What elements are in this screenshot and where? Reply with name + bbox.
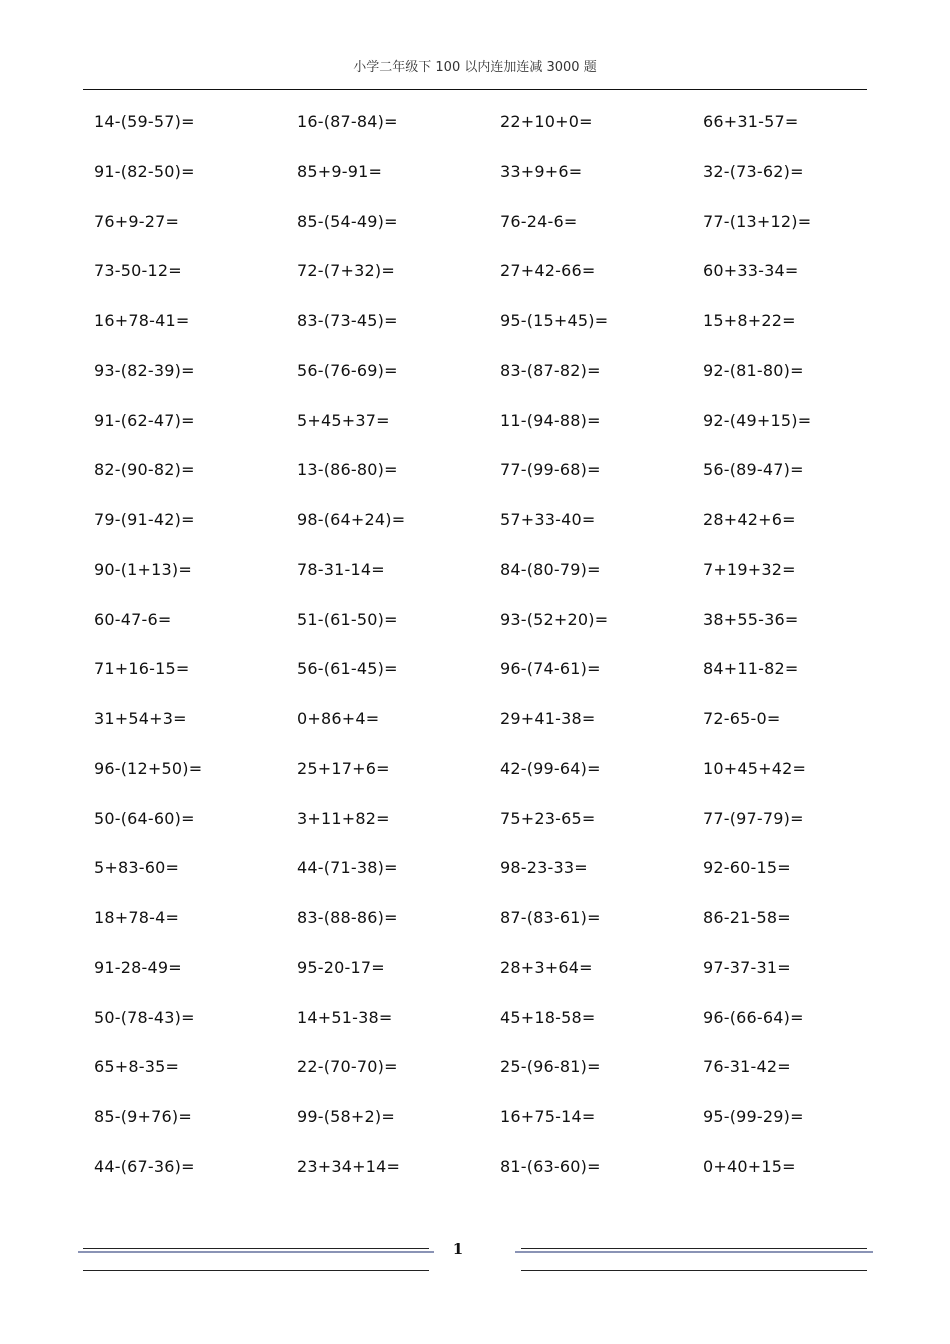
math-problem: 76-24-6=	[500, 211, 578, 231]
math-problem: 84+11-82=	[703, 659, 799, 679]
math-problem: 96-(12+50)=	[94, 758, 203, 778]
footer-rule-right-accent	[515, 1251, 873, 1253]
math-problem: 92-(81-80)=	[703, 360, 804, 380]
math-problem: 14-(59-57)=	[94, 112, 195, 131]
math-problem: 5+45+37=	[297, 410, 390, 430]
footer-rule-right-bottom	[521, 1270, 867, 1271]
math-problem: 93-(82-39)=	[94, 360, 195, 380]
math-problem: 77-(13+12)=	[703, 211, 812, 231]
math-problem: 22-(70-70)=	[297, 1057, 398, 1077]
math-problem: 14+51-38=	[297, 1007, 393, 1027]
math-problem: 99-(58+2)=	[297, 1107, 395, 1126]
math-problem: 65+8-35=	[94, 1057, 180, 1077]
math-problem: 66+31-57=	[703, 112, 799, 131]
footer-rule-left-top	[83, 1248, 429, 1249]
math-problem: 96-(66-64)=	[703, 1007, 804, 1027]
math-problem: 77-(97-79)=	[703, 808, 804, 828]
math-problem: 76-31-42=	[703, 1057, 791, 1077]
math-problem: 92-(49+15)=	[703, 410, 812, 430]
math-problem: 44-(67-36)=	[94, 1156, 195, 1176]
math-problem: 22+10+0=	[500, 112, 593, 131]
footer-rule-left-accent	[78, 1251, 434, 1253]
math-problem: 16+75-14=	[500, 1107, 596, 1126]
math-problem: 28+3+64=	[500, 957, 593, 977]
math-problem: 83-(73-45)=	[297, 311, 398, 330]
math-problem: 16-(87-84)=	[297, 112, 398, 131]
math-problem: 13-(86-80)=	[297, 460, 398, 480]
math-problem: 23+34+14=	[297, 1156, 401, 1176]
math-problem: 91-(62-47)=	[94, 410, 195, 430]
math-problem: 84-(80-79)=	[500, 559, 601, 579]
math-problem: 3+11+82=	[297, 808, 390, 828]
math-problem: 50-(64-60)=	[94, 808, 195, 828]
math-problem: 60+33-34=	[703, 261, 799, 281]
math-problem: 95-20-17=	[297, 957, 385, 977]
math-problem: 10+45+42=	[703, 758, 807, 778]
math-problem: 71+16-15=	[94, 659, 190, 679]
math-problem: 57+33-40=	[500, 510, 596, 529]
page-number: 1	[452, 1240, 464, 1258]
footer-rule-right-top	[521, 1248, 867, 1249]
math-problem: 11-(94-88)=	[500, 410, 601, 430]
math-problem: 45+18-58=	[500, 1007, 596, 1027]
math-problem: 82-(90-82)=	[94, 460, 195, 480]
math-problem: 5+83-60=	[94, 858, 180, 878]
math-problem: 73-50-12=	[94, 261, 182, 281]
math-problem: 16+78-41=	[94, 311, 190, 330]
math-problem: 27+42-66=	[500, 261, 596, 281]
math-problem: 96-(74-61)=	[500, 659, 601, 679]
math-problem: 92-60-15=	[703, 858, 791, 878]
math-problem: 32-(73-62)=	[703, 161, 804, 181]
math-problem: 38+55-36=	[703, 609, 799, 629]
math-problem: 81-(63-60)=	[500, 1156, 601, 1176]
math-problem: 44-(71-38)=	[297, 858, 398, 878]
page-header-title: 小学二年级下 100 以内连加连减 3000 题	[353, 60, 597, 75]
math-problem: 33+9+6=	[500, 161, 583, 181]
math-problem: 98-23-33=	[500, 858, 588, 878]
math-problem: 85-(9+76)=	[94, 1107, 192, 1126]
math-problem: 60-47-6=	[94, 609, 172, 629]
math-problem: 75+23-65=	[500, 808, 596, 828]
math-problem: 90-(1+13)=	[94, 559, 192, 579]
math-problem: 25-(96-81)=	[500, 1057, 601, 1077]
math-problem: 56-(76-69)=	[297, 360, 398, 380]
math-problem: 7+19+32=	[703, 559, 796, 579]
math-problem: 83-(87-82)=	[500, 360, 601, 380]
math-problem: 93-(52+20)=	[500, 609, 609, 629]
math-problem: 56-(61-45)=	[297, 659, 398, 679]
problem-grid	[94, 110, 904, 1205]
math-problem: 85-(54-49)=	[297, 211, 398, 231]
math-problem: 97-37-31=	[703, 957, 791, 977]
math-problem: 50-(78-43)=	[94, 1007, 195, 1027]
math-problem: 91-28-49=	[94, 957, 182, 977]
math-problem: 31+54+3=	[94, 709, 187, 728]
math-problem: 77-(99-68)=	[500, 460, 601, 480]
math-problem: 28+42+6=	[703, 510, 796, 529]
math-problem: 51-(61-50)=	[297, 609, 398, 629]
math-problem: 18+78-4=	[94, 908, 180, 927]
math-problem: 98-(64+24)=	[297, 510, 406, 529]
math-problem: 78-31-14=	[297, 559, 385, 579]
header-divider	[83, 89, 867, 90]
math-problem: 0+86+4=	[297, 709, 380, 728]
math-problem: 42-(99-64)=	[500, 758, 601, 778]
math-problem: 76+9-27=	[94, 211, 180, 231]
math-problem: 79-(91-42)=	[94, 510, 195, 529]
math-problem: 95-(15+45)=	[500, 311, 609, 330]
math-problem: 91-(82-50)=	[94, 161, 195, 181]
footer-rule-left-bottom	[83, 1270, 429, 1271]
math-problem: 0+40+15=	[703, 1156, 796, 1176]
math-problem: 87-(83-61)=	[500, 908, 601, 927]
math-problem: 83-(88-86)=	[297, 908, 398, 927]
math-problem: 86-21-58=	[703, 908, 791, 927]
math-problem: 72-65-0=	[703, 709, 781, 728]
math-problem: 72-(7+32)=	[297, 261, 395, 281]
math-problem: 15+8+22=	[703, 311, 796, 330]
math-problem: 85+9-91=	[297, 161, 383, 181]
math-problem: 25+17+6=	[297, 758, 390, 778]
math-problem: 29+41-38=	[500, 709, 596, 728]
math-problem: 95-(99-29)=	[703, 1107, 804, 1126]
math-problem: 56-(89-47)=	[703, 460, 804, 480]
